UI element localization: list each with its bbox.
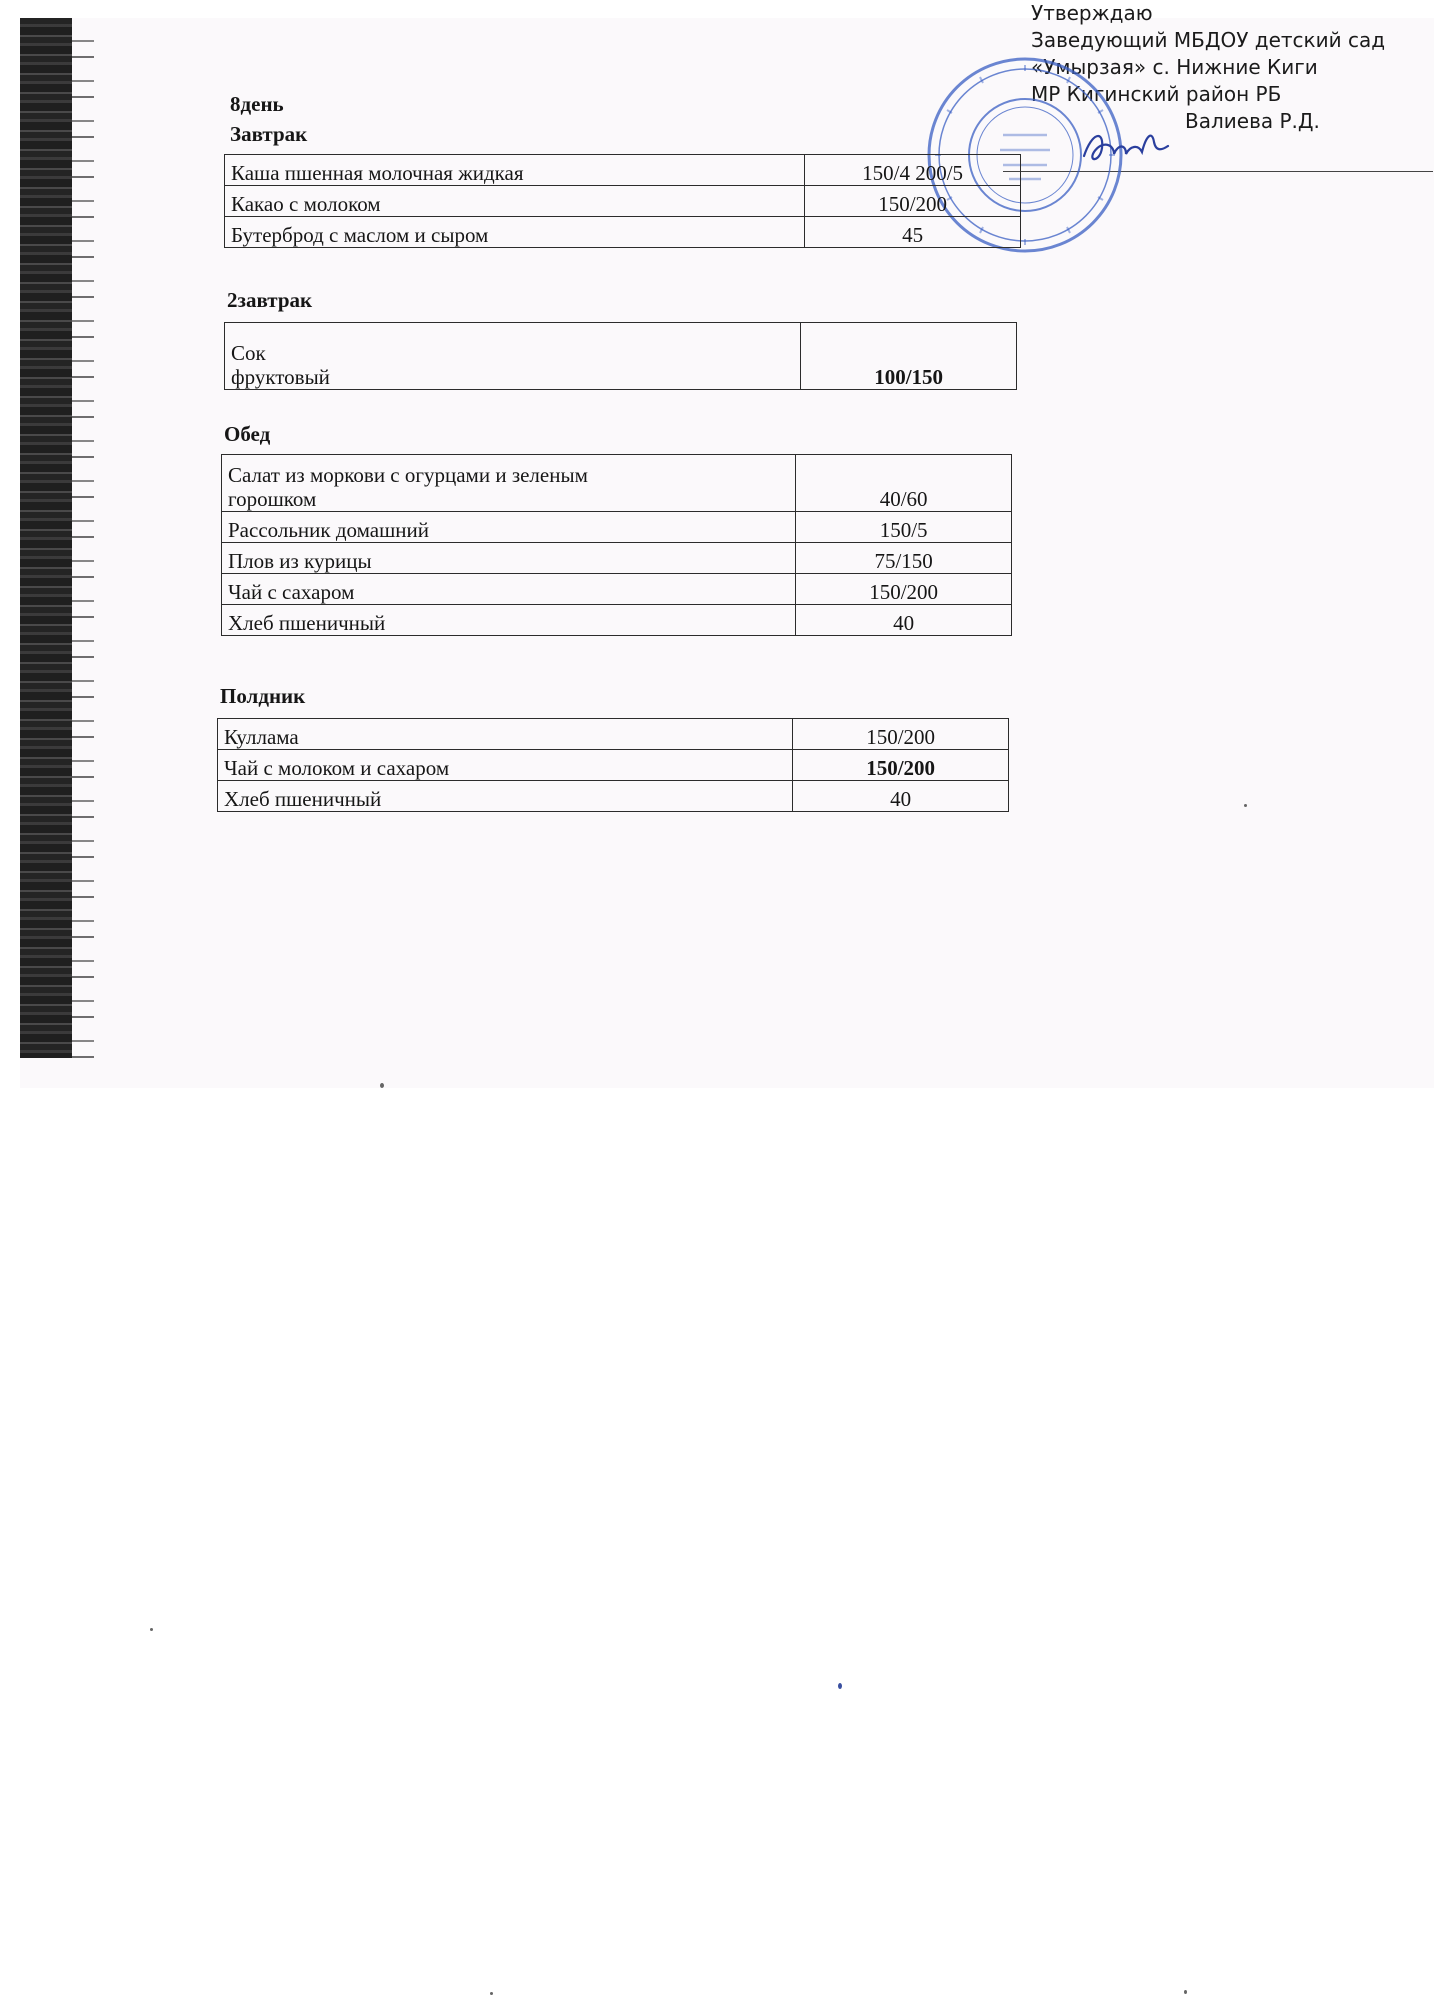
scan-speck: [150, 1628, 153, 1631]
dish-cell: Хлеб пшеничный: [218, 781, 793, 812]
menu-table-breakfast: [224, 154, 1021, 248]
dish-cell: Чай с сахаром: [222, 574, 796, 605]
portion-cell: 40/60: [796, 455, 1012, 512]
approval-institution: «Умырзая» с. Нижние Киги: [1031, 55, 1318, 79]
table-row: [218, 781, 1009, 812]
portion-cell: 40: [793, 781, 1009, 812]
table-row: [222, 543, 1012, 574]
day-title: 8день: [230, 92, 284, 116]
scan-speck: [1244, 804, 1247, 807]
table-row: [218, 719, 1009, 750]
portion-cell: 150/200: [805, 186, 1021, 217]
scan-speck: [490, 1992, 493, 1995]
menu-table-second-breakfast: [224, 322, 1017, 390]
dish-cell: Хлеб пшеничный: [222, 605, 796, 636]
scan-speck: [380, 1083, 384, 1088]
dish-cell: Какао с молоком: [225, 186, 805, 217]
dish-cell: Рассольник домашний: [222, 512, 796, 543]
portion-cell: 150/4 200/5: [805, 155, 1021, 186]
dish-cell: Куллама: [218, 719, 793, 750]
section-title-snack: Полдник: [220, 684, 306, 708]
table-row: [218, 750, 1009, 781]
portion-cell: 75/150: [796, 543, 1012, 574]
section-title-breakfast: Завтрак: [230, 122, 308, 146]
table-row: [222, 512, 1012, 543]
table-row: [222, 605, 1012, 636]
table-row: [222, 574, 1012, 605]
portion-cell: 150/200: [793, 750, 1009, 781]
portion-cell: 40: [796, 605, 1012, 636]
signature-mark: [1080, 122, 1170, 170]
scan-speck: [1184, 1990, 1187, 1994]
dish-cell: Плов из курицы: [222, 543, 796, 574]
approval-signer: Валиева Р.Д.: [1185, 109, 1320, 133]
menu-table-snack: [217, 718, 1009, 812]
dish-cell: Бутерброд с маслом и сыром: [225, 217, 805, 248]
portion-cell: 150/200: [793, 719, 1009, 750]
table-row: [225, 217, 1021, 248]
dish-cell: Каша пшенная молочная жидкая: [225, 155, 805, 186]
table-row: [225, 186, 1021, 217]
menu-table-lunch: [221, 454, 1012, 636]
dish-cell: Салат из моркови с огурцами и зеленым горошком: [222, 455, 796, 512]
scan-speck: [838, 1683, 842, 1689]
approval-district: МР Кигинский район РБ: [1031, 82, 1282, 106]
table-row: [225, 323, 1017, 390]
table-row: [222, 455, 1012, 512]
scan-edge-artifact: [72, 18, 94, 1058]
approval-position: Заведующий МБДОУ детский сад: [1031, 28, 1386, 52]
table-row: [225, 155, 1021, 186]
section-title-lunch: Обед: [224, 422, 271, 446]
dish-cell: Сок фруктовый: [225, 323, 801, 390]
dish-cell: Чай с молоком и сахаром: [218, 750, 793, 781]
scan-edge-artifact: [20, 18, 72, 1058]
portion-cell: 150/5: [796, 512, 1012, 543]
portion-cell: 100/150: [801, 323, 1017, 390]
section-title-second-breakfast: 2завтрак: [227, 288, 313, 312]
portion-cell: 150/200: [796, 574, 1012, 605]
portion-cell: 45: [805, 217, 1021, 248]
approval-title: Утверждаю: [1031, 1, 1153, 25]
